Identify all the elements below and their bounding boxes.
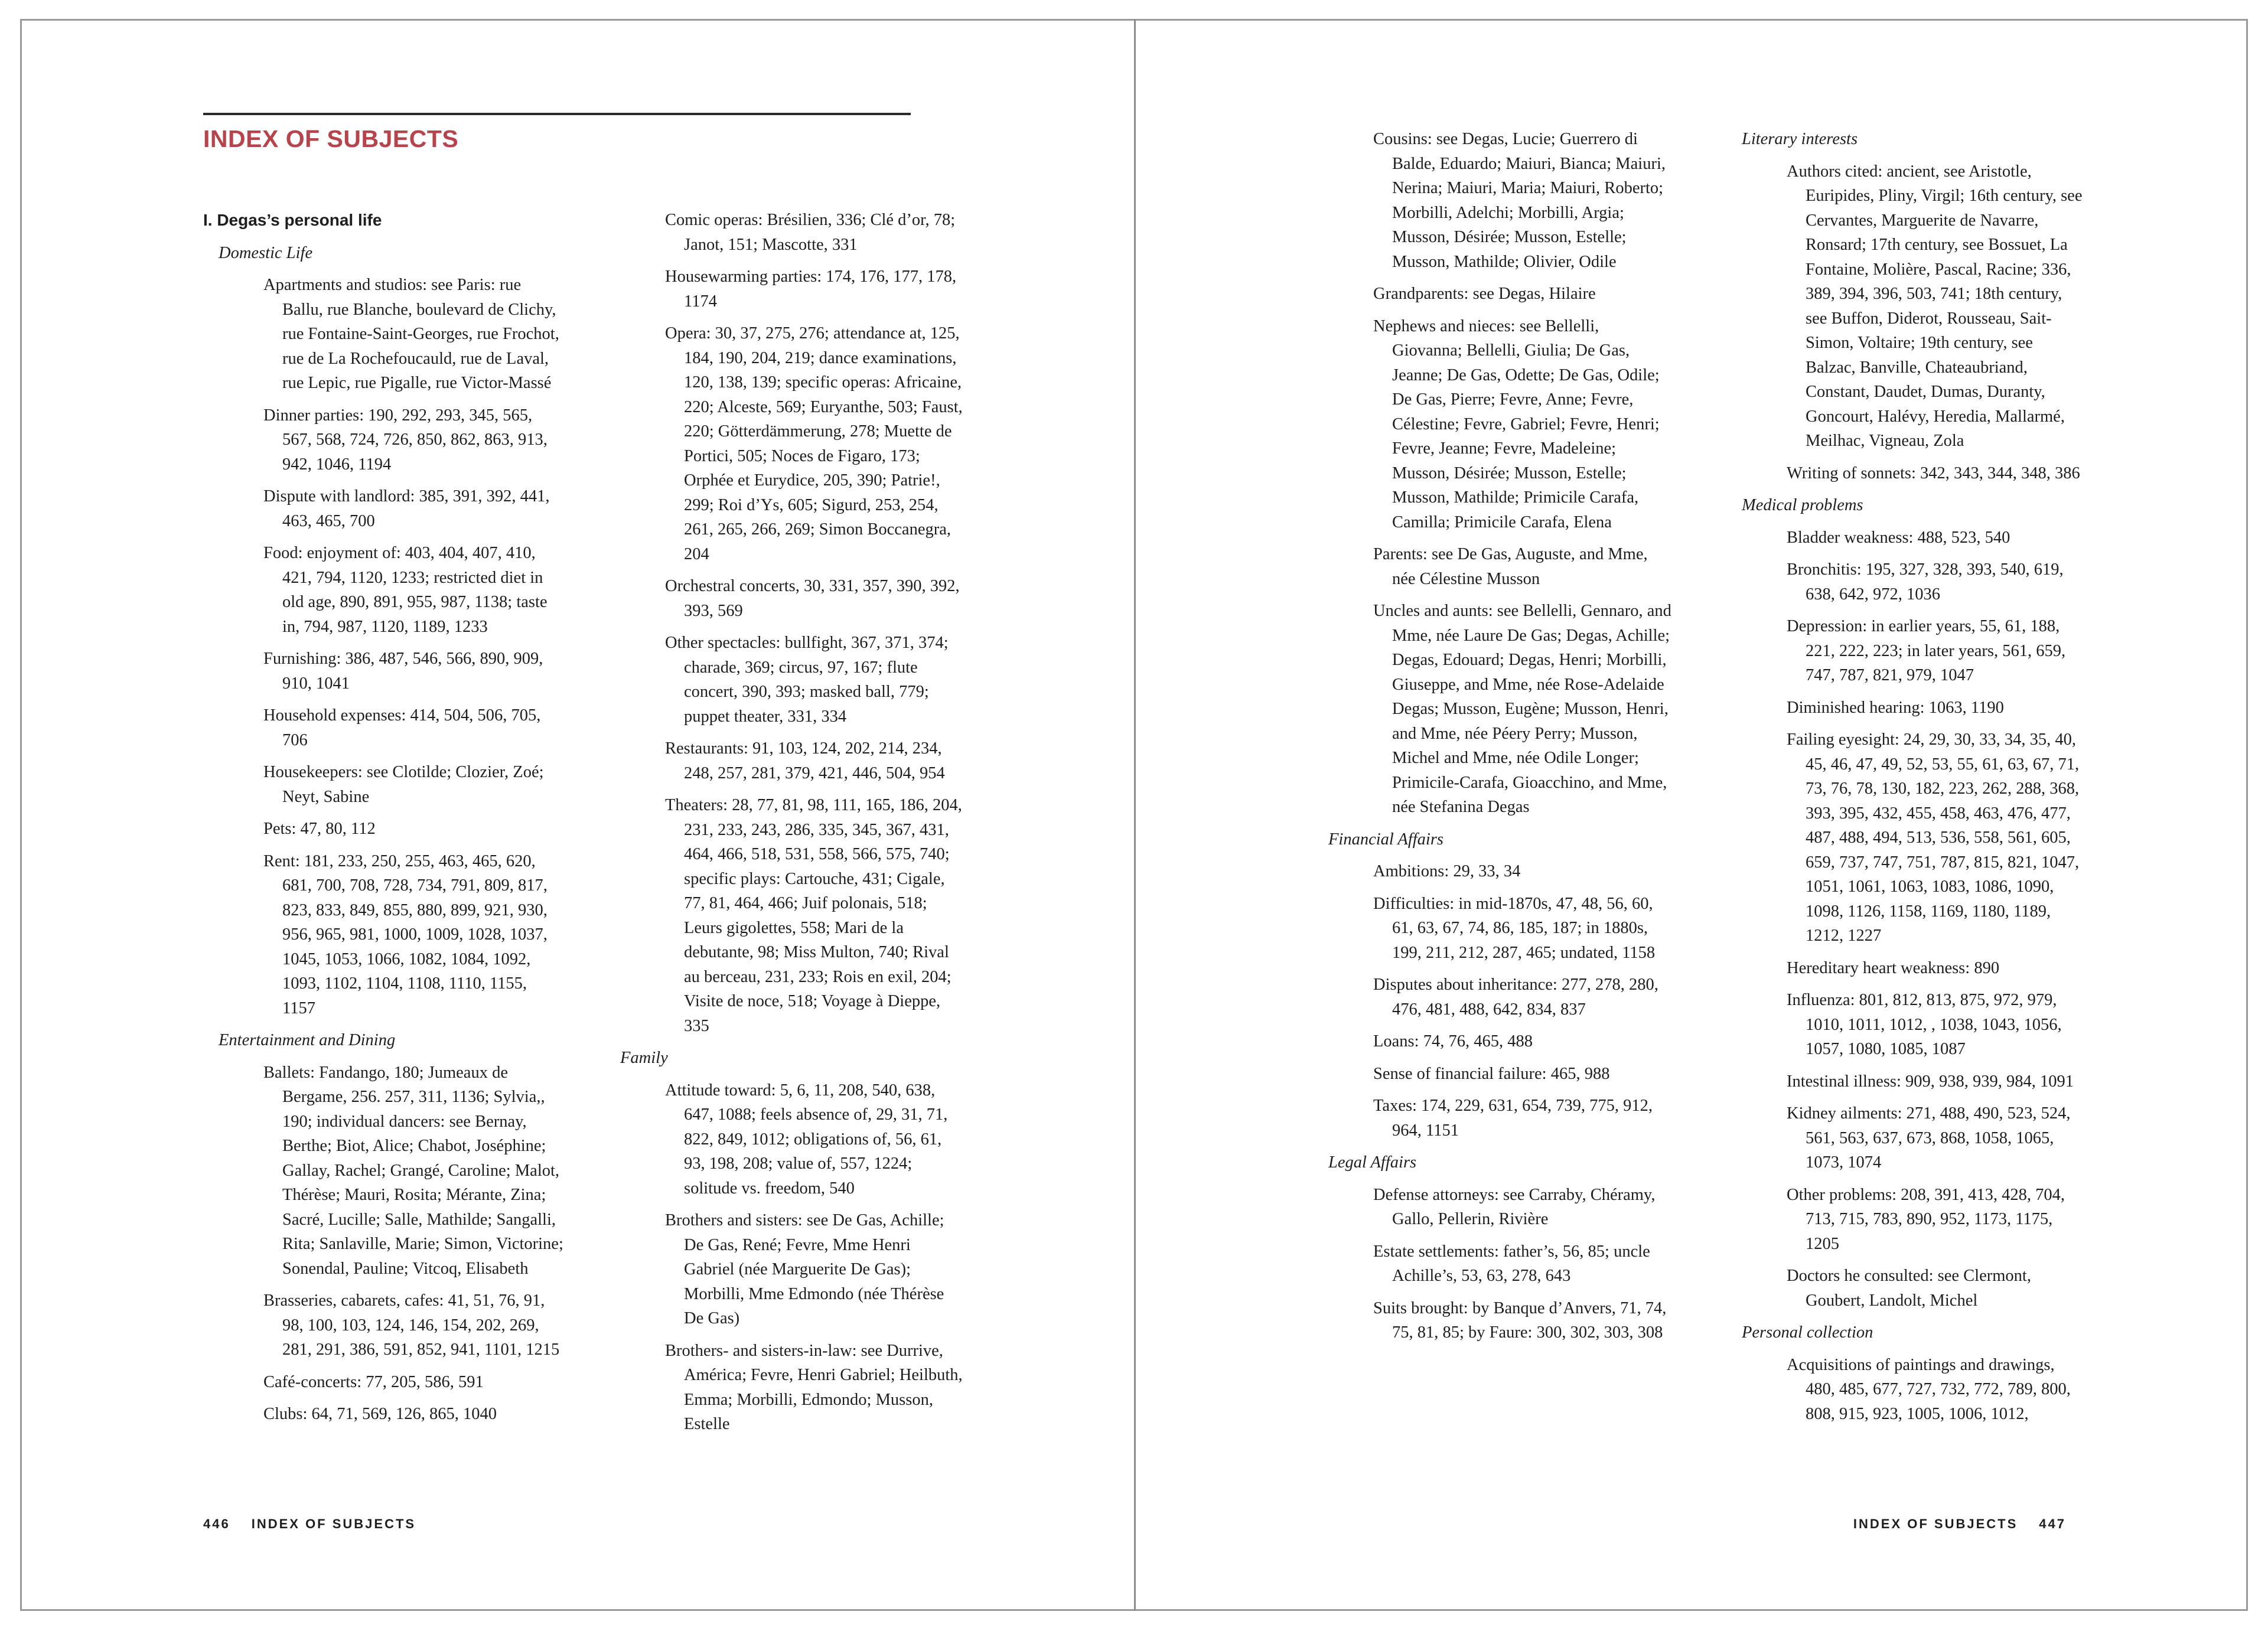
index-entry: Bronchitis: 195, 327, 328, 393, 540, 619, 638, 642, 972, 1036	[1787, 560, 2064, 604]
index-entry: Kidney ailments: 271, 488, 490, 523, 524, 561, 563, 637, 673, 868, 1058, 1065, 1073, 1074	[1787, 1104, 2071, 1172]
index-entry: Failing eyesight: 24, 29, 30, 33, 34, 35, 40, 45, 46, 47, 49, 52, 53, 55, 61, 63, 67, 71, 73, 76, 78, 130, 182, 223, 262, 288, 368, 393, 395, 432, 455, 458, 463, 476, 477, 487, 488, 494, 513, 536, 558, 561, 605, 659, 737, 747, 751, 787, 815, 821, 1047, 1051, 1061, 1063, 1083, 1086, 1090, 1098, 1126, 1158, 1169, 1180, 1189, 1212, 1227	[1787, 730, 2080, 945]
index-entry: Grandparents: see Degas, Hilaire	[1373, 285, 1596, 303]
index-entry: Bladder weakness: 488, 523, 540	[1787, 528, 2010, 547]
index-column	[605, 208, 965, 1444]
index-entry: Acquisitions of paintings and drawings, 480, 485, 677, 727, 732, 772, 789, 800, 808, 915, 923, 1005, 1006, 1012,	[1787, 1355, 2071, 1423]
index-entry: Hereditary heart weakness: 890	[1787, 958, 2000, 977]
page-number: 446	[203, 1516, 230, 1531]
running-head: INDEX OF SUBJECTS	[251, 1516, 416, 1531]
index-entry: Brothers and sisters: see De Gas, Achille; De Gas, René; Fevre, Mme Henri Gabriel (née Marguerite De Gas); Morbilli, Mme Edmondo (née Thérèse De Gas)	[665, 1211, 944, 1327]
section-heading: Entertainment and Dining	[219, 1031, 396, 1049]
part-heading: I. Degas’s personal life	[203, 211, 382, 229]
page-title: INDEX OF SUBJECTS	[203, 125, 459, 152]
index-entry: Disputes about inheritance: 277, 278, 280, 476, 481, 488, 642, 834, 837	[1373, 976, 1658, 1019]
index-entry: Ballets: Fandango, 180; Jumeaux de Bergame, 256. 257, 311, 1136; Sylvia,, 190; individual dancers: see Bernay, Berthe; Biot, Alice; Chabot, Joséphine; Gallay, Rachel; Grangé, Caroline; Malot, Thérèse; Mauri, Rosita; Mérante, Zina; Sacré, Lucille; Salle, Mathilde; Sangalli, Rita; Sanlaville, Marie; Simon, Victorine; Sonendal, Pauline; Vitcoq, Elisabeth	[263, 1063, 563, 1278]
index-entry: Loans: 74, 76, 465, 488	[1373, 1032, 1533, 1051]
index-entry: Writing of sonnets: 342, 343, 344, 348, 386	[1787, 464, 2080, 482]
index-entry: Furnishing: 386, 487, 546, 566, 890, 909, 910, 1041	[263, 650, 543, 693]
index-entry: Opera: 30, 37, 275, 276; attendance at, 125, 184, 190, 204, 219; dance examinations, 120, 138, 139; specific operas: Africaine, 220; Alceste, 569; Euryanthe, 503; Faust, 220; Götterdämmerung, 278; Muette de Portici, 505; Noces de Figaro, 173; Orphée et Eurydice, 205, 390; Patrie!, 299; Roi d’Ys, 605; Sigurd, 253, 254, 261, 265, 266, 269; Simon Boccanegra, 204	[665, 324, 963, 563]
index-entry: Housewarming parties: 174, 176, 177, 178, 1174	[665, 268, 957, 311]
index-entry: Orchestral concerts, 30, 331, 357, 390, 392, 393, 569	[665, 577, 960, 620]
index-entry: Authors cited: ancient, see Aristotle, Euripides, Pliny, Virgil; 16th century, see Cervantes, Marguerite de Navarre, Ronsard; 17th century, see Bossuet, La Fontaine, Molière, Pascal, Racine; 336, 389, 394, 396, 503, 741; 18th century, see Buffon, Diderot, Rousseau, Sait-Simon, Voltaire; 19th century, see Balzac, Banville, Chateaubriand, Constant, Daudet, Dumas, Duranty, Goncourt, Halévy, Heredia, Mallarmé, Meilhac, Vigneau, Zola	[1787, 162, 2083, 450]
index-entry: Uncles and aunts: see Bellelli, Gennaro, and Mme, née Laure De Gas; Degas, Achille; Degas, Edouard; Degas, Henri; Morbilli, Giuseppe, and Mme, née Rose-Adelaide Degas; Musson, Eugène; Musson, Henri, and Mme, née Péery Perry; Musson, Michel and Mme, née Odile Longer; Primicile-Carafa, Gioacchino, and Mme, née Stefanina Degas	[1373, 602, 1671, 816]
index-entry: Brothers- and sisters-in-law: see Durrive, América; Fevre, Henri Gabriel; Heilbuth, Emma; Morbilli, Edmondo; Musson, Estelle	[665, 1341, 963, 1433]
page-footer	[203, 1516, 416, 1532]
index-entry: Clubs: 64, 71, 569, 126, 865, 1040	[263, 1405, 497, 1423]
title-rule	[203, 113, 911, 115]
index-column	[1726, 127, 2087, 1434]
index-entry: Difficulties: in mid-1870s, 47, 48, 56, 60, 61, 63, 67, 74, 86, 185, 187; in 1880s, 199, 211, 212, 287, 465; undated, 1158	[1373, 894, 1656, 962]
index-entry: Intestinal illness: 909, 938, 939, 984, 1091	[1787, 1072, 2074, 1091]
index-entry: Household expenses: 414, 504, 506, 705, 706	[263, 706, 541, 749]
index-entry: Café-concerts: 77, 205, 586, 591	[263, 1372, 484, 1391]
section-heading: Literary interests	[1742, 130, 1858, 148]
index-entry: Restaurants: 91, 103, 124, 202, 214, 234, 248, 257, 281, 379, 421, 446, 504, 954	[665, 739, 945, 782]
index-entry: Doctors he consulted: see Clermont, Goubert, Landolt, Michel	[1787, 1267, 2031, 1310]
index-entry: Rent: 181, 233, 250, 255, 463, 465, 620, 681, 700, 708, 728, 734, 791, 809, 817, 823, 833, 849, 855, 880, 899, 921, 930, 956, 965, 981, 1000, 1009, 1028, 1037, 1045, 1053, 1066, 1082, 1084, 1092, 1093, 1102, 1104, 1108, 1110, 1155, 1157	[263, 852, 548, 1017]
index-entry: Comic operas: Brésilien, 336; Clé d’or, 78; Janot, 151; Mascotte, 331	[665, 211, 956, 254]
index-entry: Pets: 47, 80, 112	[263, 820, 376, 838]
page-footer	[1853, 1516, 2066, 1532]
index-entry: Brasseries, cabarets, cafes: 41, 51, 76, 91, 98, 100, 103, 124, 146, 154, 202, 269, 281, 291, 386, 591, 852, 941, 1101, 1215	[263, 1291, 560, 1359]
index-entry: Suits brought: by Banque d’Anvers, 71, 74, 75, 81, 85; by Faure: 300, 302, 303, 308	[1373, 1299, 1667, 1342]
index-entry: Diminished hearing: 1063, 1190	[1787, 698, 2004, 717]
index-entry: Dispute with landlord: 385, 391, 392, 441, 463, 465, 700	[263, 487, 550, 530]
section-heading: Financial Affairs	[1328, 830, 1444, 849]
index-entry: Ambitions: 29, 33, 34	[1373, 862, 1521, 880]
index-entry: Other problems: 208, 391, 413, 428, 704, 713, 715, 783, 890, 952, 1173, 1175, 1205	[1787, 1185, 2065, 1253]
index-entry: Sense of financial failure: 465, 988	[1373, 1064, 1610, 1083]
index-entry: Theaters: 28, 77, 81, 98, 111, 165, 186, 204, 231, 233, 243, 286, 335, 345, 367, 431, 464, 466, 518, 531, 558, 566, 575, 740; specific plays: Cartouche, 431; Cigale, 77, 81, 464, 466; Juif polonais, 518; Leurs gigolettes, 558; Mari de la debutante, 98; Miss Multon, 740; Rival au berceau, 231, 233; Rois en exil, 204; Visite de noce, 518; Voyage à Dieppe, 335	[665, 796, 962, 1035]
index-entry: Attitude toward: 5, 6, 11, 208, 540, 638, 647, 1088; feels absence of, 29, 31, 71, 822, 849, 1012; obligations of, 56, 61, 93, 198, 208; value of, 557, 1224; solitude vs. freedom, 540	[665, 1081, 948, 1198]
section-heading: Medical problems	[1742, 496, 1863, 514]
index-entry: Depression: in earlier years, 55, 61, 188, 221, 222, 223; in later years, 561, 659, 747, 787, 821, 979, 1047	[1787, 617, 2066, 684]
index-column	[203, 208, 563, 1434]
index-column	[1313, 127, 1673, 1353]
index-entry: Other spectacles: bullfight, 367, 371, 374; charade, 369; circus, 97, 167; flute concert, 390, 393; masked ball, 779; puppet theater, 331, 334	[665, 634, 949, 726]
index-entry: Cousins: see Degas, Lucie; Guerrero di Balde, Eduardo; Maiuri, Bianca; Maiuri, Nerina; Maiuri, Maria; Maiuri, Roberto; Morbilli, Adelchi; Morbilli, Argia; Musson, Désirée; Musson, Estelle; Musson, Mathilde; Olivier, Odile	[1373, 130, 1666, 271]
section-heading: Domestic Life	[219, 243, 313, 262]
index-entry: Food: enjoyment of: 403, 404, 407, 410, 421, 794, 1120, 1233; restricted diet in old age, 890, 891, 955, 987, 1138; taste in, 794, 987, 1120, 1189, 1233	[263, 544, 548, 636]
running-head: INDEX OF SUBJECTS	[1853, 1516, 2018, 1531]
index-entry: Housekeepers: see Clotilde; Clozier, Zoé; Neyt, Sabine	[263, 763, 544, 806]
index-entry: Taxes: 174, 229, 631, 654, 739, 775, 912, 964, 1151	[1373, 1097, 1653, 1140]
index-entry: Parents: see De Gas, Auguste, and Mme, née Célestine Musson	[1373, 545, 1648, 588]
page-number: 447	[2039, 1516, 2066, 1531]
index-entry: Nephews and nieces: see Bellelli, Giovanna; Bellelli, Giulia; De Gas, Jeanne; De Gas, Odette; De Gas, Odile; De Gas, Pierre; Fevre, Anne; Fevre, Célestine; Fevre, Gabriel; Fevre, Henri; Fevre, Jeanne; Fevre, Madeleine; Musson, Désirée; Musson, Estelle; Musson, Mathilde; Primicile Carafa, Camilla; Primicile Carafa, Elena	[1373, 317, 1660, 531]
section-heading: Family	[620, 1049, 668, 1067]
index-entry: Apartments and studios: see Paris: rue Ballu, rue Blanche, boulevard de Clichy, rue Fontaine-Saint-Georges, rue Frochot, rue de La Rochefoucauld, rue de Laval, rue Lepic, rue Pigalle, rue Victor-Massé	[263, 276, 559, 392]
index-entry: Estate settlements: father’s, 56, 85; uncle Achille’s, 53, 63, 278, 643	[1373, 1242, 1650, 1285]
section-heading: Personal collection	[1742, 1323, 1873, 1342]
right-page	[1136, 0, 2268, 1631]
index-entry: Influenza: 801, 812, 813, 875, 972, 979, 1010, 1011, 1012, , 1038, 1043, 1056, 1057, 1080, 1085, 1087	[1787, 991, 2062, 1058]
index-entry: Defense attorneys: see Carraby, Chéramy, Gallo, Pellerin, Rivière	[1373, 1185, 1656, 1228]
index-entry: Dinner parties: 190, 292, 293, 345, 565, 567, 568, 724, 726, 850, 862, 863, 913, 942, 1046, 1194	[263, 406, 548, 474]
section-heading: Legal Affairs	[1328, 1153, 1417, 1172]
